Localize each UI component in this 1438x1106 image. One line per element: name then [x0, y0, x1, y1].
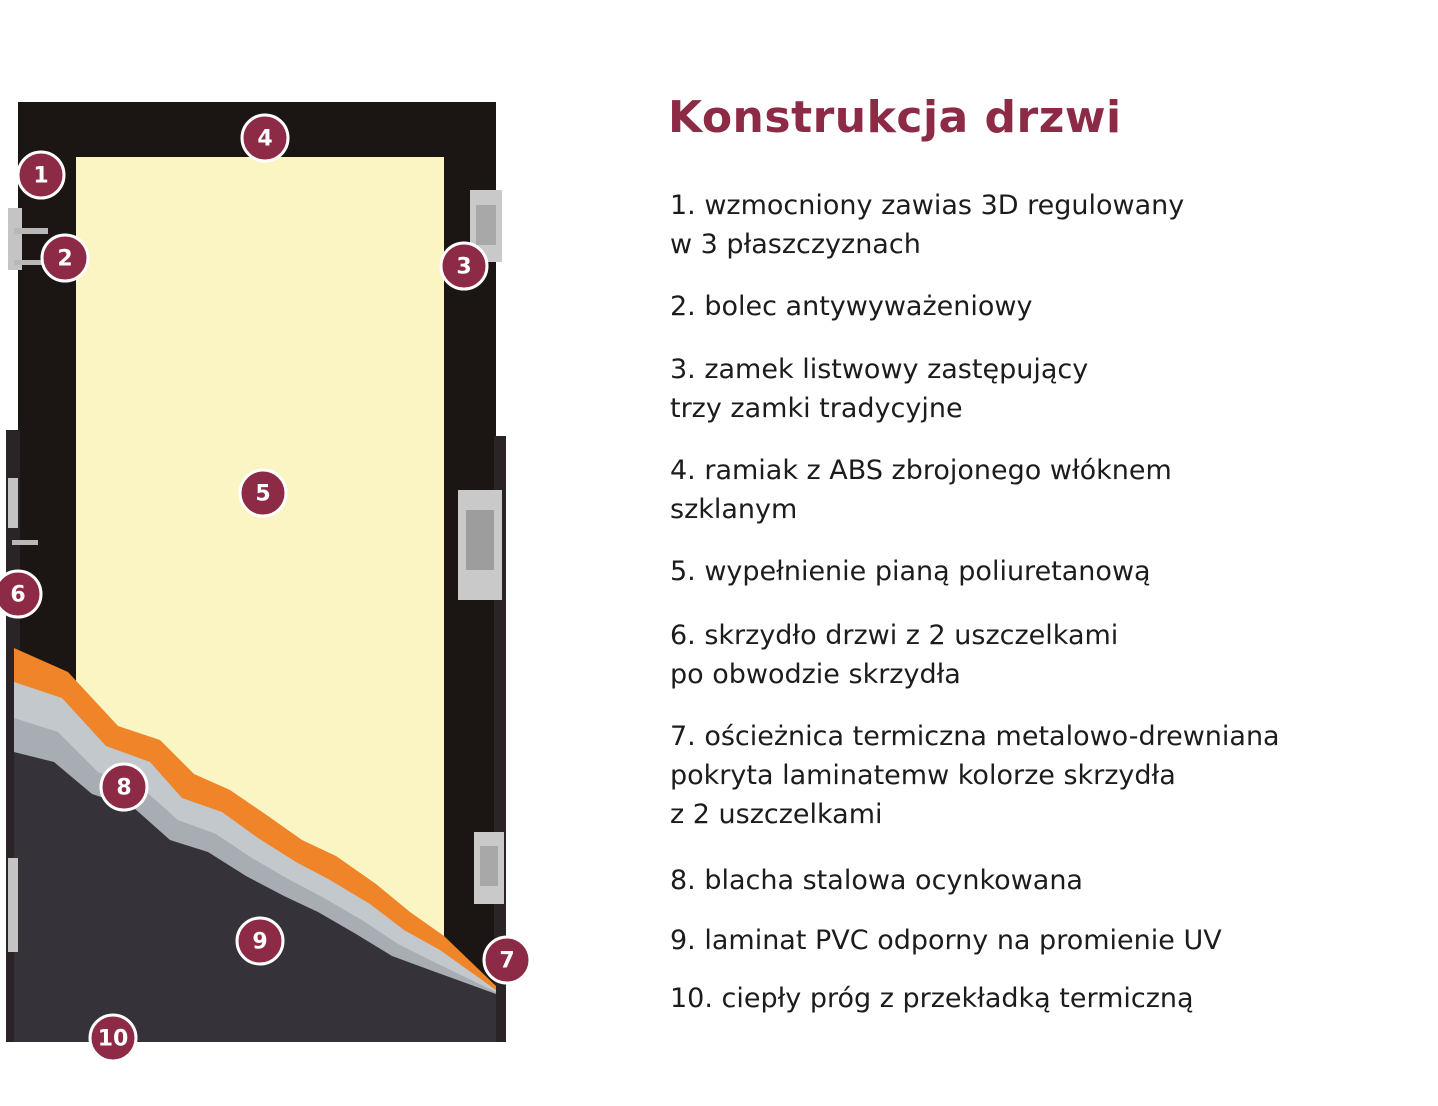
legend-item-line: 6. skrzydło drzwi z 2 uszczelkami: [670, 620, 1119, 651]
legend-item-line: 9. laminat PVC odporny na promienie UV: [670, 925, 1222, 956]
legend-item-line: 3. zamek listwowy zastępujący: [670, 354, 1089, 385]
legend-item-3: [670, 350, 1088, 428]
legend-item-line: trzy zamki tradycyjne: [670, 393, 963, 424]
marker-7: [484, 937, 530, 983]
legend-item-6: [670, 616, 1118, 694]
legend-item-8: [670, 861, 1083, 900]
legend-item-line: 7. ościeżnica termiczna metalowo-drewniana: [670, 721, 1280, 752]
legend-item-line: 5. wypełnienie pianą poliuretanową: [670, 556, 1151, 587]
legend-item-line: po obwodzie skrzydła: [670, 659, 961, 690]
marker-label: 1: [33, 163, 49, 189]
legend-item-line: 1. wzmocniony zawias 3D regulowany: [670, 190, 1185, 221]
marker-label: 7: [499, 948, 515, 974]
marker-3: [441, 243, 487, 289]
marker-9: [237, 918, 283, 964]
marker-label: 8: [116, 775, 132, 801]
legend-item-5: [670, 552, 1151, 591]
marker-1: [18, 152, 64, 198]
marker-8: [101, 764, 147, 810]
legend-item-line: z 2 uszczelkami: [670, 799, 883, 830]
page-title: Konstrukcja drzwi: [668, 92, 1122, 143]
legend-item-line: 2. bolec antywyważeniowy: [670, 291, 1033, 322]
door-construction-diagram: [0, 0, 560, 1106]
legend-item-7: [670, 717, 1280, 834]
marker-6: [0, 571, 41, 617]
marker-label: 9: [252, 929, 268, 955]
marker-label: 6: [10, 582, 26, 608]
legend: [668, 0, 1428, 1106]
hinge-mid-left: [8, 478, 18, 528]
marker-2: [42, 235, 88, 281]
marker-label: 5: [255, 481, 271, 507]
marker-5: [240, 470, 286, 516]
marker-label: 10: [97, 1026, 129, 1052]
anti-burglary-pin: [12, 540, 38, 545]
legend-item-line: w 3 płaszczyznach: [670, 229, 921, 260]
legend-item-10: [670, 979, 1194, 1018]
legend-item-9: [670, 921, 1222, 960]
legend-item-2: [670, 287, 1032, 326]
marker-label: 2: [57, 246, 73, 272]
legend-item-1: [670, 186, 1184, 264]
legend-item-line: 4. ramiak z ABS zbrojonego włóknem: [670, 455, 1172, 486]
marker-label: 3: [456, 254, 472, 280]
legend-item-line: pokryta laminatemw kolorze skrzydła: [670, 760, 1176, 791]
legend-item-line: 10. ciepły próg z przekładką termiczną: [670, 983, 1194, 1014]
legend-item-line: szklanym: [670, 494, 798, 525]
marker-4: [242, 115, 288, 161]
legend-item-line: 8. blacha stalowa ocynkowana: [670, 865, 1083, 896]
marker-10: [90, 1015, 136, 1061]
hinge-bottom-left: [8, 858, 18, 952]
marker-label: 4: [257, 126, 273, 152]
legend-item-4: [670, 451, 1172, 529]
